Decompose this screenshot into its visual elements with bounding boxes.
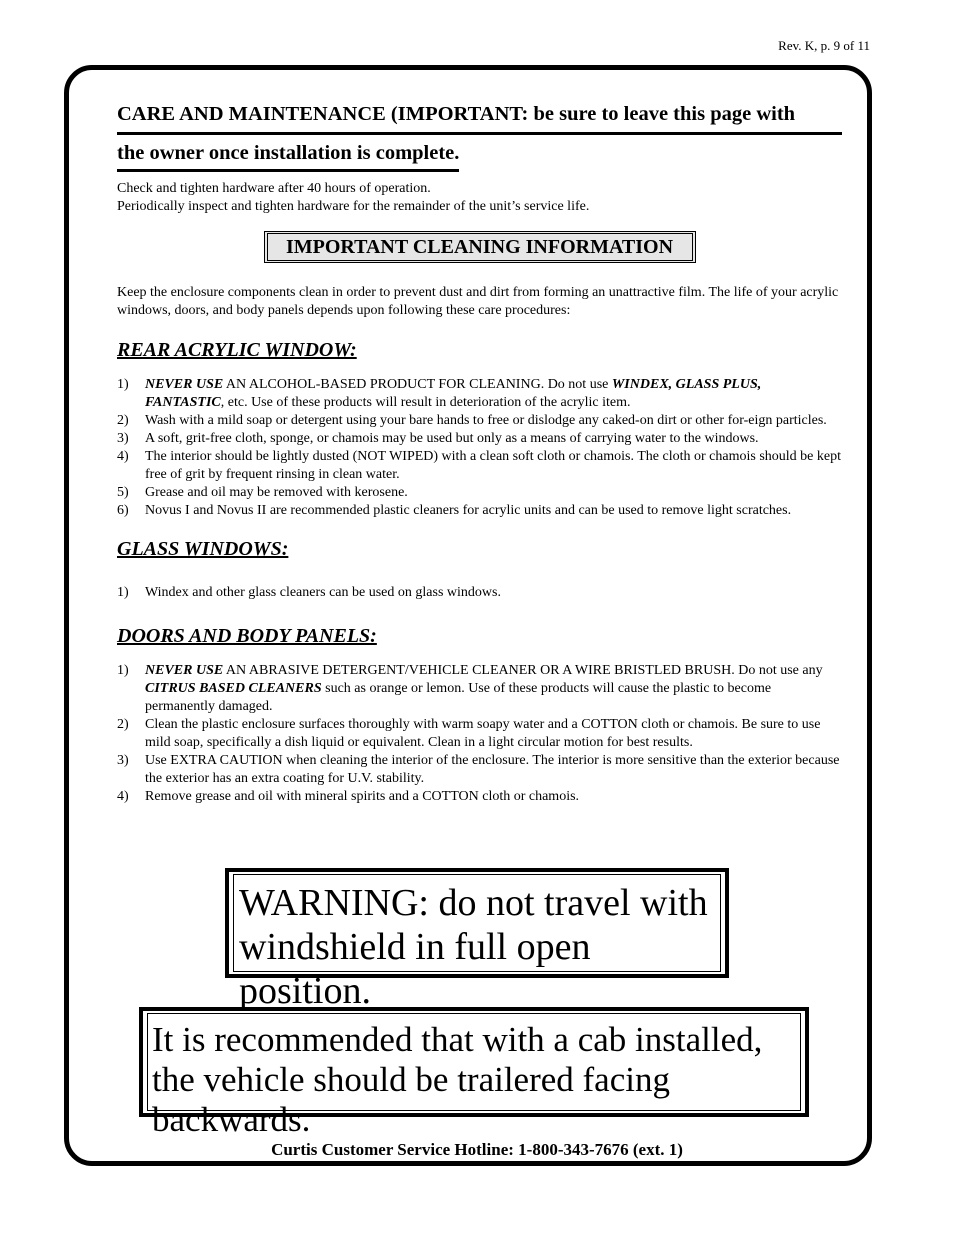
list-item [117,662,842,716]
item-number: 1) [117,663,129,678]
travel-warning-box [225,868,729,1012]
emphasis-text: NEVER USE [145,663,224,678]
item-text: Use EXTRA CAUTION when cleaning the interior of the enclosure. The interior is more sensitive than the exterior because the exterior has an extra coating for U.V. stability. [145,753,840,786]
trailer-recommendation-text: It is recommended that with a cab installed, the vehicle should be trailered facing backwards. [147,1013,801,1111]
list-item [117,430,842,448]
list-item [117,376,842,412]
hardware-line1: Check and tighten hardware after 40 hours of operation. [117,181,431,196]
list-item [117,448,842,484]
item-text: Novus I and Novus II are recommended plastic cleaners for acrylic units and can be used to remove light scratches. [145,503,792,518]
hardware-line2: Periodically inspect and tighten hardware for the remainder of the unit’s service life. [117,199,590,214]
page-revision: Rev. K, p. 9 of 11 [778,38,870,53]
care-title-line2: the owner once installation is complete. [117,137,459,172]
doors-panels-heading: DOORS AND BODY PANELS: [117,625,377,647]
care-title [117,96,842,172]
care-title-bold: CARE AND MAINTENANCE [117,103,386,125]
item-number: 4) [117,789,129,804]
list-item [117,788,842,806]
care-title-line1 [117,96,842,135]
item-text-part: AN ALCOHOL-BASED PRODUCT FOR CLEANING. Do not use [223,377,612,392]
list-item [117,502,842,520]
list-item [117,584,842,602]
doors-panels-list [117,662,842,806]
item-text [145,662,842,716]
service-hotline: Curtis Customer Service Hotline: 1-800-343-7676 (ext. 1) [271,1140,683,1159]
item-text: A soft, grit-free cloth, sponge, or chamois may be used but only as a means of carrying water to the windows. [145,431,759,446]
item-number: 3) [117,431,129,446]
item-text [145,376,842,412]
item-text: Windex and other glass cleaners can be used on glass windows. [145,585,501,600]
item-number: 2) [117,717,129,732]
item-text: Wash with a mild soap or detergent using your bare hands to free or dislodge any caked-on dirt or other for-eign particles. [145,413,827,428]
list-item [117,484,842,502]
emphasis-text: WINDEX, GLASS PLUS, FANTASTIC [145,377,762,410]
item-number: 4) [117,449,129,464]
main-content [117,96,842,806]
item-text: Remove grease and oil with mineral spirits and a COTTON cloth or chamois. [145,789,580,804]
item-text-part: such as orange or lemon. Use of these products will cause the plastic to become permanently damaged. [145,681,772,714]
item-text-part: AN ABRASIVE DETERGENT/VEHICLE CLEANER OR A WIRE BRISTLED BRUSH. Do not use any [223,663,823,678]
item-text-part: , etc. Use of these products will result in deterioration of the acrylic item. [220,395,631,410]
cleaning-info-title: IMPORTANT CLEANING INFORMATION [267,233,693,261]
glass-windows-heading: GLASS WINDOWS: [117,538,289,560]
rear-window-list [117,376,842,520]
list-item [117,752,842,788]
item-text: Clean the plastic enclosure surfaces thoroughly with warm soapy water and a COTTON cloth or chamois. Be sure to use mild soap, specifically a dish liquid or equivalent. Clean in a light circular motion for best results. [145,717,821,750]
item-text: The interior should be lightly dusted (NOT WIPED) with a clean soft cloth or chamois. The cloth or chamois should be kept free of grit by frequent rinsing in clean water. [145,449,841,482]
item-number: 2) [117,413,129,428]
item-number: 5) [117,485,129,500]
cleaning-info-box [264,231,696,263]
list-item [117,412,842,430]
emphasis-text: NEVER USE [145,377,224,392]
item-number: 1) [117,585,129,600]
item-text: Grease and oil may be removed with kerosene. [145,485,408,500]
cleaning-intro: Keep the enclosure components clean in order to prevent dust and dirt from forming an unattractive film. The life of your acrylic windows, doors, and body panels depends upon following these care procedures: [117,285,839,318]
trailer-recommendation-box [139,1007,809,1139]
travel-warning-text: WARNING: do not travel with windshield in full open position. [233,874,721,972]
list-item [117,716,842,752]
emphasis-text: CITRUS BASED CLEANERS [145,681,322,696]
item-number: 1) [117,377,129,392]
rear-window-heading: REAR ACRYLIC WINDOW: [117,339,357,361]
item-number: 3) [117,753,129,768]
glass-windows-list [117,584,842,602]
item-number: 6) [117,503,129,518]
care-title-rest: (IMPORTANT: be sure to leave this page with [385,103,796,125]
